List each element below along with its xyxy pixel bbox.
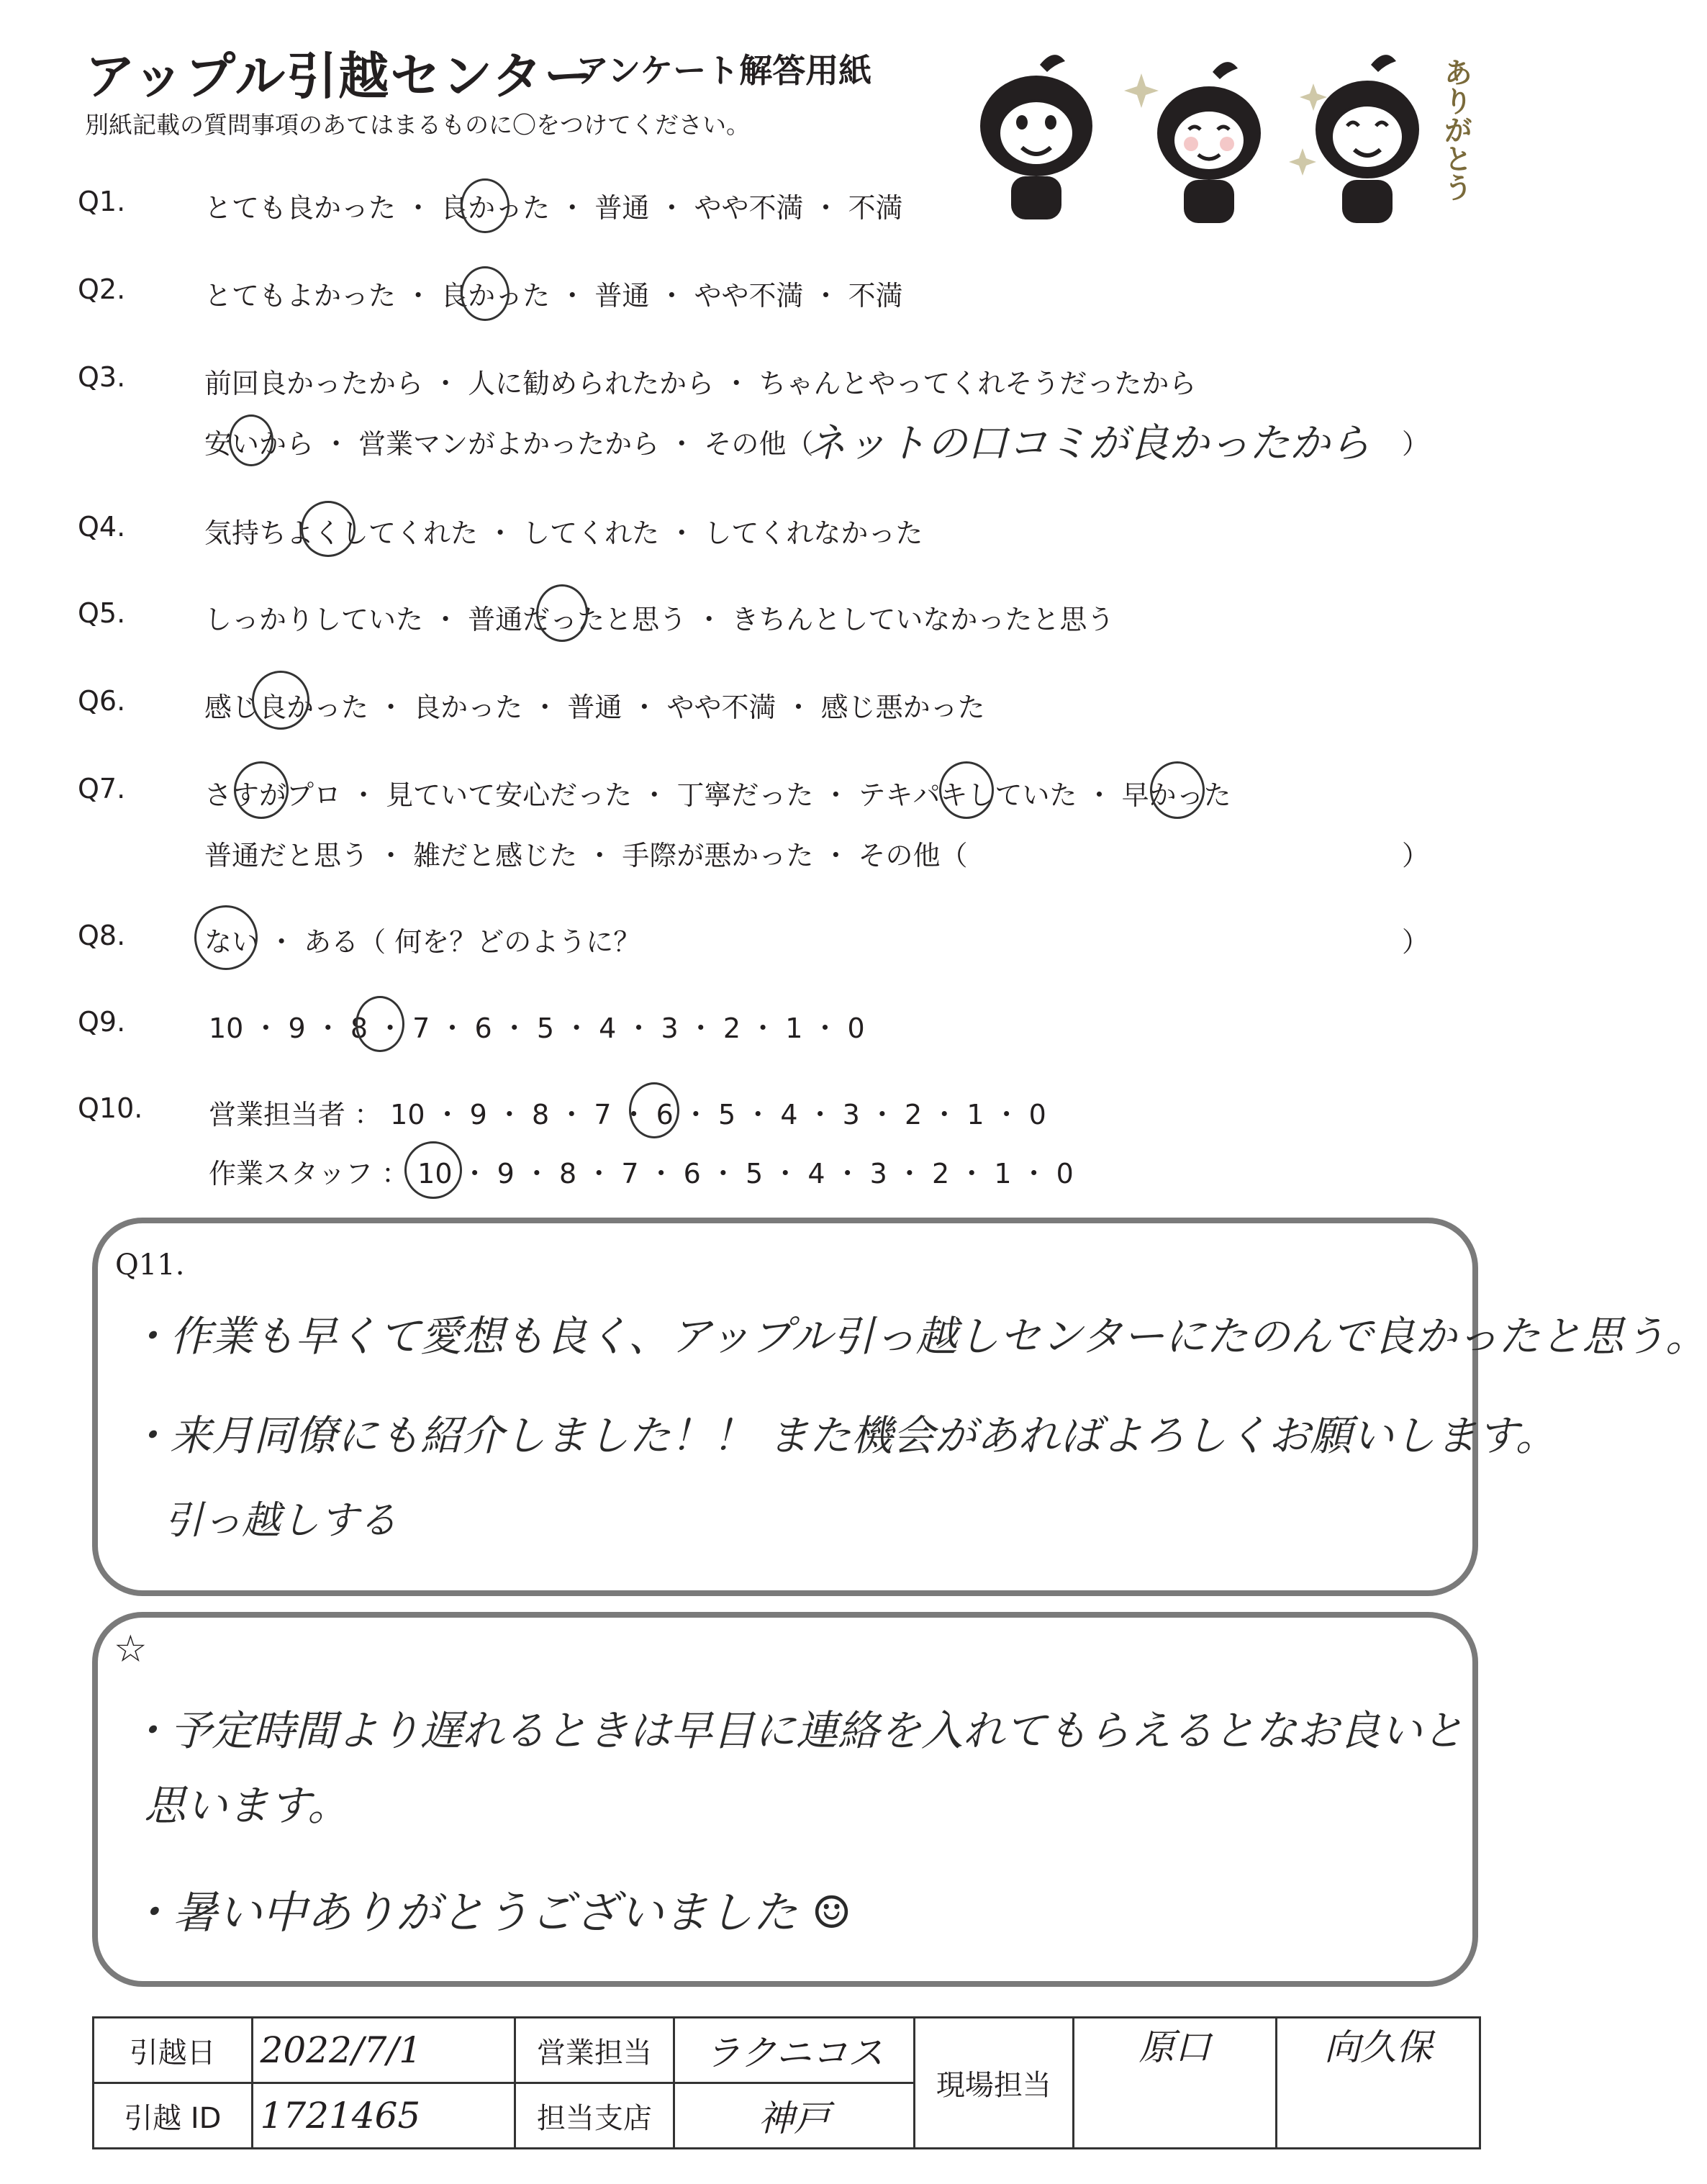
move-date-value: 2022/7/1: [252, 2018, 515, 2083]
answer-circle: [229, 414, 273, 466]
question-options: しっかりしていた ・ 普通だったと思う ・ きちんとしていなかったと思う: [204, 604, 1115, 635]
q3-other-handwritten: ネットの口コミが良かったから: [806, 420, 1370, 467]
answer-circle: [194, 905, 258, 970]
sales-rep-value: ラクニコス: [674, 2018, 914, 2083]
question-options: 10 ・ 9 ・ 8 ・ 7 ・ 6 ・ 5 ・ 4 ・ 3 ・ 2 ・ 1 ・ 0: [209, 1012, 865, 1044]
remarks-handwritten-line: ・暑い中ありがとうございました ☺: [128, 1886, 852, 1939]
question-number: Q5.: [78, 597, 126, 629]
question-number: Q1.: [78, 186, 126, 217]
q11-handwritten-line: ・来月同僚にも紹介しました！！ また機会があればよろしくお願いします。: [128, 1411, 1557, 1460]
remarks-handwritten-line: ・予定時間より遅れるときは早目に連絡を入れてもらえるとなお良いと: [128, 1706, 1464, 1755]
question-options: ない ・ ある（ 何を？どのように？: [204, 926, 641, 958]
monkey-1-icon: [980, 55, 1092, 219]
q11-label: Q11.: [115, 1249, 185, 1282]
answer-circle: [629, 1082, 679, 1138]
question-options: 普通だと思う ・ 雑だと感じた ・ 手際が悪かった ・ その他（: [204, 840, 968, 871]
mascot-caption: ありがとう: [1439, 58, 1472, 201]
move-id-value: 1721465: [252, 2083, 515, 2149]
question-options: 作業スタッフ ： 10 ・ 9 ・ 8 ・ 7 ・ 6 ・ 5 ・ 4 ・ 3 ・ 2 ・ 1 ・ 0: [209, 1158, 1074, 1190]
form-subtitle: アンケート解答用紙: [576, 51, 872, 90]
star-icon: ☆: [114, 1628, 148, 1671]
answer-circle: [461, 266, 510, 321]
question-number: Q4.: [78, 511, 126, 543]
site-rep-value-1: 原口: [1073, 2018, 1277, 2149]
question-options: 気持ちよくしてくれた ・ してくれた ・ してくれなかった: [204, 517, 923, 549]
mascot-illustration: [972, 43, 1490, 230]
answer-circle: [234, 761, 289, 819]
q11-handwritten-line: 引っ越しする: [164, 1497, 397, 1543]
question-options: さすがプロ ・ 見ていて安心だった ・ 丁寧だった ・ テキパキしていた ・ 早かった: [204, 779, 1231, 811]
site-rep-label: 現場担当: [915, 2018, 1074, 2149]
move-id-label: 引越 ID: [94, 2083, 253, 2149]
answer-circle: [939, 761, 994, 819]
move-info-table: [92, 2016, 1481, 2149]
question-options: 感じ良かった ・ 良かった ・ 普通 ・ やや不満 ・ 感じ悪かった: [204, 692, 985, 723]
question-options: 安いから ・ 営業マンがよかったから ・ その他（: [204, 428, 814, 460]
branch-value: 神戸: [674, 2083, 914, 2149]
question-number: Q6.: [78, 685, 126, 717]
closing-paren: ）: [1402, 840, 1430, 871]
sales-rep-label: 営業担当: [515, 2018, 674, 2083]
question-number: Q10.: [78, 1092, 143, 1124]
answer-circle: [356, 996, 404, 1052]
question-number: Q7.: [78, 773, 126, 805]
instruction-text: 別紙記載の質問事項のあてはまるものに〇をつけてください。: [85, 111, 750, 139]
answer-circle: [404, 1141, 462, 1199]
question-number: Q8.: [78, 920, 126, 951]
question-options: 営業担当者 ： 10 ・ 9 ・ 8 ・ 7 ・ 6 ・ 5 ・ 4 ・ 3 ・ 2 ・ 1 ・ 0: [209, 1099, 1046, 1130]
question-number: Q3.: [78, 361, 126, 393]
answer-circle: [301, 501, 356, 557]
move-date-label: 引越日: [94, 2018, 253, 2083]
answer-circle: [461, 178, 510, 233]
q11-handwritten-line: ・作業も早くて愛想も良く、アップル引っ越しセンターにたのんで良かったと思う。: [128, 1312, 1707, 1361]
monkey-2-icon: [1157, 62, 1261, 223]
answer-circle: [252, 671, 309, 730]
question-number: Q2.: [78, 273, 126, 305]
closing-paren: ）: [1402, 428, 1430, 460]
branch-label: 担当支店: [515, 2083, 674, 2149]
monkey-3-icon: [1316, 55, 1419, 223]
question-options: とてもよかった ・ 良かった ・ 普通 ・ やや不満 ・ 不満: [204, 280, 903, 312]
answer-circle: [536, 584, 588, 642]
site-rep-value-2: 向久保: [1277, 2018, 1480, 2149]
question-number: Q9.: [78, 1006, 126, 1038]
remarks-handwritten-line: 思います。: [144, 1781, 350, 1830]
answer-circle: [1150, 761, 1205, 819]
question-options: 前回良かったから ・ 人に勧められたから ・ ちゃんとやってくれそうだったから: [204, 368, 1197, 399]
closing-paren: ）: [1402, 926, 1430, 958]
brand-title: アップル引越センター: [85, 47, 596, 106]
question-options: とても良かった ・ 良かった ・ 普通 ・ やや不満 ・ 不満: [204, 192, 903, 224]
